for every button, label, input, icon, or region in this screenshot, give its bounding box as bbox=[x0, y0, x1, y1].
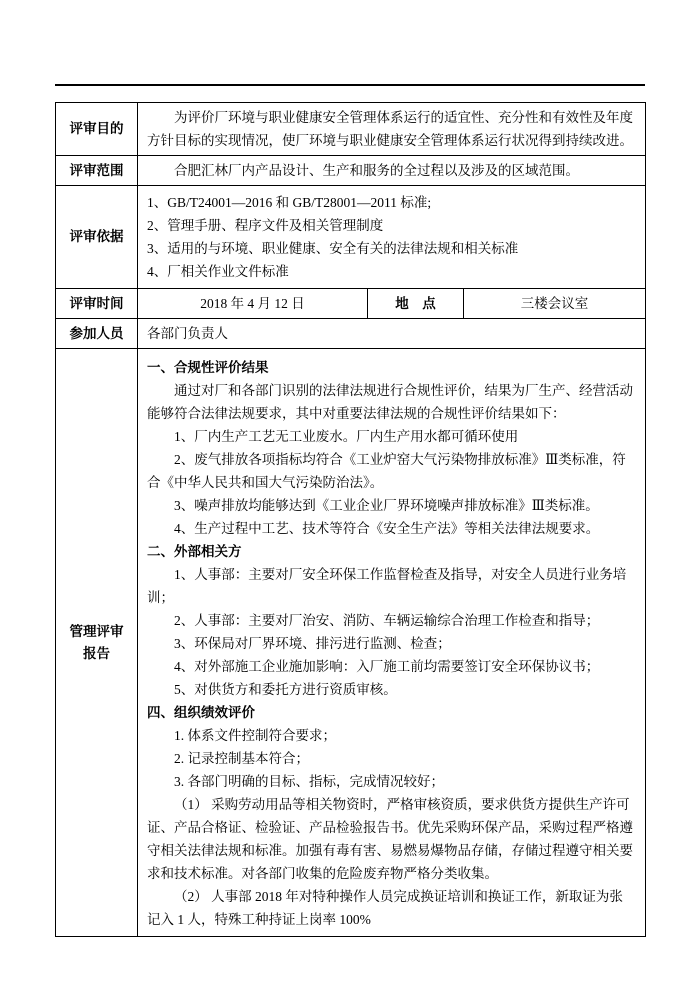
review-scope-text: 合肥汇林厂内产品设计、生产和服务的全过程以及涉及的区域范围。 bbox=[174, 163, 579, 178]
review-basis-label: 评审依据 bbox=[56, 186, 138, 289]
review-basis-content-cell bbox=[138, 186, 646, 289]
report-list-item: 3、噪声排放均能够达到《工业企业厂界环境噪声排放标准》Ⅲ类标准。 bbox=[174, 498, 599, 513]
review-basis-item: 1、GB/T24001—2016 和 GB/T28001—2011 标准; bbox=[147, 195, 432, 210]
report-list-item: 3. 各部门明确的目标、指标，完成情况较好； bbox=[174, 774, 444, 789]
header-rule bbox=[55, 84, 645, 86]
row-participants bbox=[56, 319, 646, 349]
report-list-item: 3、环保局对厂界环境、排污进行监测、检查； bbox=[174, 636, 451, 651]
participants-label: 参加人员 bbox=[56, 319, 138, 349]
report-paragraph: 通过对厂和各部门识别的法律法规进行合规性评价，结果为厂生产、经营活动能够符合法律法规要求，其中对重要法律法规的合规性评价结果如下： bbox=[147, 383, 633, 421]
report-list-item: 5、对供货方和委托方进行资质审核。 bbox=[174, 682, 397, 697]
report-list-item: 1、人事部：主要对厂安全环保工作监督检查及指导，对安全人员进行业务培训； bbox=[147, 567, 627, 605]
report-section-heading: 二、外部相关方 bbox=[147, 544, 242, 559]
report-numbered-paragraph: （2） 人事部 2018 年对特种操作人员完成换证培训和换证工作，新取证为张记入 1 人，特殊工种持证上岗率 100% bbox=[147, 889, 623, 927]
report-label-line1: 管理评审 bbox=[69, 623, 124, 639]
report-list-item: 4、对外部施工企业施加影响：入厂施工前均需要签订安全环保协议书； bbox=[174, 659, 600, 674]
row-review-basis bbox=[56, 186, 646, 289]
review-time-value: 2018 年 4 月 12 日 bbox=[138, 289, 368, 319]
review-scope-content-cell bbox=[138, 156, 646, 186]
report-content-cell bbox=[138, 349, 646, 937]
review-basis-item: 3、适用的与环境、职业健康、安全有关的法律法规和相关标准 bbox=[147, 241, 519, 256]
participants-text: 各部门负责人 bbox=[147, 326, 228, 341]
report-numbered-paragraph: （1） 采购劳动用品等相关物资时，严格审核资质，要求供货方提供生产许可证、产品合格证、检验证、产品检验报告书。优先采购环保产品，采购过程严格遵守相关法律法规和标准。加强有毒有害、易燃易爆物品存储，存储过程遵守相关要求和技术标准。对各部门收集的危险废弃物严格分类收集。 bbox=[147, 797, 633, 881]
row-management-review-report bbox=[56, 349, 646, 937]
participants-content-cell bbox=[138, 319, 646, 349]
location-value: 三楼会议室 bbox=[464, 289, 646, 319]
review-time-label: 评审时间 bbox=[56, 289, 138, 319]
report-list-item: 2、废气排放各项指标均符合《工业炉窑大气污染物排放标准》Ⅲ类标准，符合《中华人民共和国大气污染防治法》。 bbox=[147, 452, 626, 490]
report-list-item: 1、厂内生产工艺无工业废水。厂内生产用水都可循环使用 bbox=[174, 429, 519, 444]
report-label-line2: 报告 bbox=[83, 645, 110, 661]
review-purpose-content-cell bbox=[138, 103, 646, 156]
review-basis-item: 2、管理手册、程序文件及相关管理制度 bbox=[147, 218, 384, 233]
report-list-item: 4、生产过程中工艺、技术等符合《安全生产法》等相关法律法规要求。 bbox=[174, 521, 600, 536]
review-basis-item: 4、厂相关作业文件标准 bbox=[147, 264, 289, 279]
report-list-item: 1. 体系文件控制符合要求； bbox=[174, 728, 336, 743]
report-list-item: 2、人事部：主要对厂治安、消防、车辆运输综合治理工作检查和指导； bbox=[174, 613, 600, 628]
row-review-purpose bbox=[56, 103, 646, 156]
row-review-scope bbox=[56, 156, 646, 186]
report-section-heading: 一、合规性评价结果 bbox=[147, 360, 269, 375]
review-purpose-text: 为评价厂环境与职业健康安全管理体系运行的适宜性、充分性和有效性及年度方针目标的实现情况，使厂环境与职业健康安全管理体系运行状况得到持续改进。 bbox=[147, 110, 633, 148]
location-label: 地 点 bbox=[368, 289, 464, 319]
report-section-heading: 四、组织绩效评价 bbox=[147, 705, 255, 720]
review-scope-label: 评审范围 bbox=[56, 156, 138, 186]
review-purpose-label: 评审目的 bbox=[56, 103, 138, 156]
report-list-item: 2. 记录控制基本符合； bbox=[174, 751, 309, 766]
management-review-table bbox=[55, 102, 646, 937]
report-label bbox=[56, 349, 138, 937]
row-review-time bbox=[56, 289, 646, 319]
